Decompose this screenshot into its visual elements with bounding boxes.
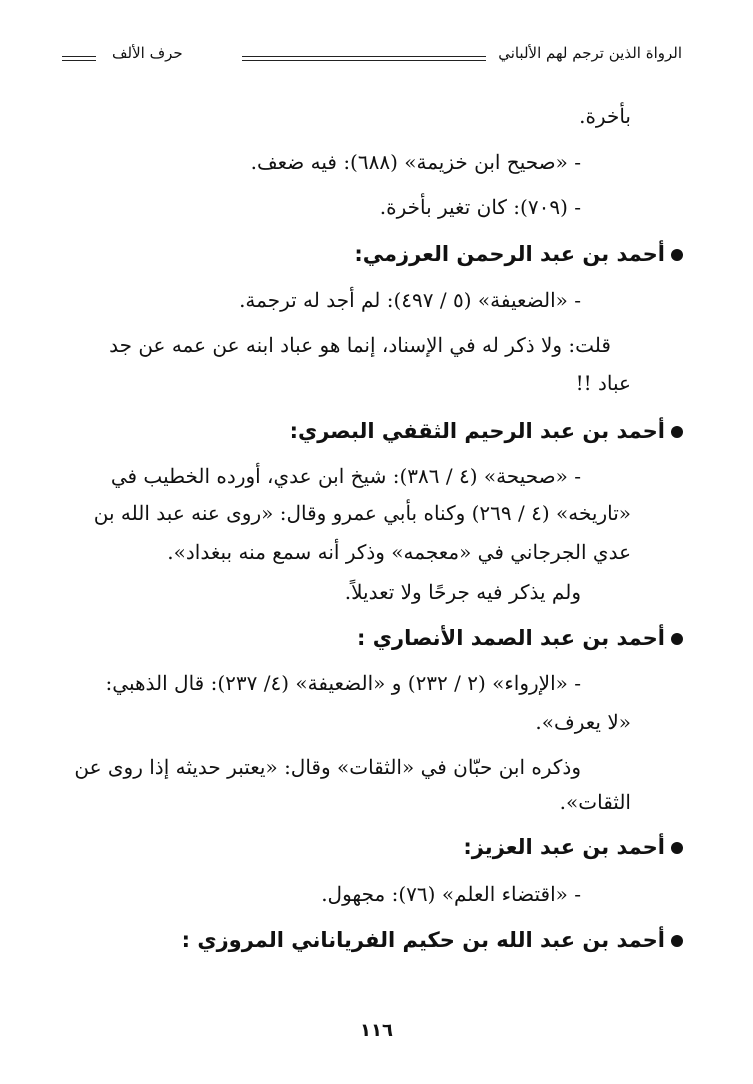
bullet-icon bbox=[671, 633, 683, 645]
bullet-icon bbox=[671, 426, 683, 438]
entry-heading: أحمد بن عبد العزيز: bbox=[463, 837, 683, 858]
text-line: وذكره ابن حبّان في «الثقات» وقال: «يعتبر حديثه إذا روى عن bbox=[74, 755, 581, 779]
text-line: - «صحيح ابن خزيمة» (٦٨٨): فيه ضعف. bbox=[250, 150, 581, 174]
text-line: - «اقتضاء العلم» (٧٦): مجهول. bbox=[321, 882, 581, 906]
text-line: عدي الجرجاني في «معجمه» وذكر أنه سمع منه ببغداد». bbox=[167, 540, 631, 564]
text-line: بأخرة. bbox=[579, 104, 631, 128]
header-chapter: حرف الألف bbox=[104, 44, 191, 62]
entry-heading: أحمد بن عبد الرحمن العرزمي: bbox=[354, 244, 683, 265]
text-line: «تاريخه» (٤ / ٢٦٩) وكناه بأبي عمرو وقال: «روى عنه عبد الله بن bbox=[93, 501, 631, 525]
entry-heading: أحمد بن عبد الله بن حكيم الفرياناني المروزي : bbox=[182, 930, 683, 951]
text-line: - «الإرواء» (٢ / ٢٣٢) و «الضعيفة» (٤/ ٢٣٧): قال الذهبي: bbox=[105, 671, 581, 695]
text-line: عباد !! bbox=[575, 371, 631, 395]
text-line: قلت: ولا ذكر له في الإسناد، إنما هو عباد ابنه عن عمه عن جد bbox=[109, 333, 611, 357]
header-rule-left bbox=[62, 56, 96, 61]
page-number: ١١٦ bbox=[360, 1020, 393, 1041]
header-rule-middle bbox=[242, 56, 486, 61]
bullet-icon bbox=[671, 249, 683, 261]
text-line: «لا يعرف». bbox=[535, 710, 631, 734]
entry-heading: أحمد بن عبد الرحيم الثقفي البصري: bbox=[290, 421, 683, 442]
text-line: - «الضعيفة» (٥ / ٤٩٧): لم أجد له ترجمة. bbox=[239, 288, 581, 312]
text-line: الثقات». bbox=[559, 790, 631, 814]
text-line: - «صحيحة» (٤ / ٣٨٦): شيخ ابن عدي، أورده الخطيب في bbox=[110, 464, 581, 488]
bullet-icon bbox=[671, 935, 683, 947]
header-title: الرواة الذين ترجم لهم الألباني bbox=[490, 44, 682, 62]
entry-heading: أحمد بن عبد الصمد الأنصاري : bbox=[357, 628, 683, 649]
running-header bbox=[62, 42, 682, 78]
text-line: - (٧٠٩): كان تغير بأخرة. bbox=[379, 195, 581, 219]
bullet-icon bbox=[671, 842, 683, 854]
text-line: ولم يذكر فيه جرحًا ولا تعديلاً. bbox=[344, 580, 581, 604]
